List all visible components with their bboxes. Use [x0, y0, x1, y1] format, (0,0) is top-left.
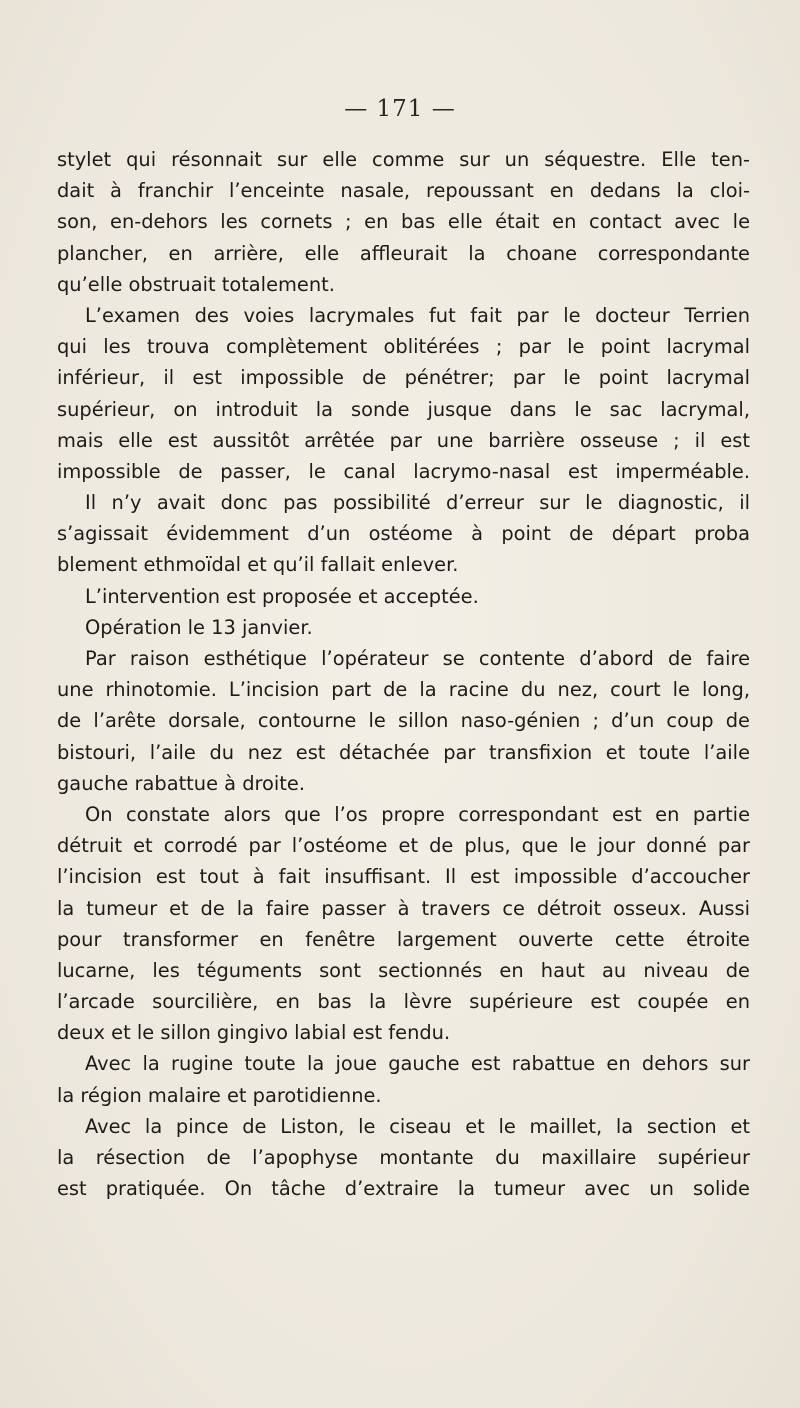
text-line: On constate alors que l’os propre correspondant est en partie	[85, 802, 750, 826]
text-line: Il n’y avait donc pas possibilité d’erreur sur le diagnostic, il	[85, 491, 750, 515]
text-line: l’incision est tout à fait insuffisant. Il est impossible d’accoucher	[57, 865, 750, 889]
text-line: gauche rabattue à droite.	[57, 771, 306, 795]
text-line: son, en-dehors les cornets ; en bas elle était en contact avec le	[57, 210, 750, 234]
text-line: deux et le sillon gingivo labial est fendu.	[57, 1021, 451, 1045]
text-line: une rhinotomie. L’incision part de la racine du nez, court le long,	[57, 678, 750, 702]
body-text	[57, 144, 750, 1204]
text-line: mais elle est aussitôt arrêtée par une barrière osseuse ; il est	[57, 428, 750, 452]
text-line: stylet qui résonnait sur elle comme sur un séquestre. Elle ten-	[57, 148, 750, 171]
text-line: pour transformer en fenêtre largement ouverte cette étroite	[57, 927, 750, 951]
text-line: Avec la rugine toute la joue gauche est rabattue en dehors sur	[85, 1052, 750, 1076]
text-line: est pratiquée. On tâche d’extraire la tumeur avec un solide	[57, 1177, 750, 1201]
text-line: Opération le 13 janvier.	[85, 615, 313, 639]
text-line: la région malaire et parotidienne.	[57, 1083, 382, 1107]
text-line: la résection de l’apophyse montante du maxillaire supérieur	[57, 1146, 750, 1169]
text-line: inférieur, il est impossible de pénétrer; par le point lacrymal	[57, 366, 750, 390]
text-line: la tumeur et de la faire passer à travers ce détroit osseux. Aussi	[57, 896, 750, 920]
text-line: Par raison esthétique l’opérateur se contente d’abord de faire	[85, 647, 750, 670]
text-line: lucarne, les téguments sont sectionnés en haut au niveau de	[57, 958, 750, 982]
text-line: l’arcade sourcilière, en bas la lèvre supérieure est coupée en	[57, 990, 750, 1014]
text-line: détruit et corrodé par l’ostéome et de plus, que le jour donné par	[57, 834, 750, 858]
text-line: L’intervention est proposée et acceptée.	[85, 584, 479, 608]
page-number: — 171 —	[344, 96, 456, 122]
text-line: impossible de passer, le canal lacrymo-nasal est imperméable.	[57, 459, 750, 483]
text-line: dait à franchir l’enceinte nasale, repoussant en dedans la cloi-	[57, 179, 750, 203]
text-line: de l’arête dorsale, contourne le sillon naso-génien ; d’un coup de	[57, 709, 750, 733]
text-line: Avec la pince de Liston, le ciseau et le maillet, la section et	[85, 1114, 750, 1138]
text-line: bistouri, l’aile du nez est détachée par transfixion et toute l’aile	[57, 740, 750, 764]
text-line: qu’elle obstruait totalement.	[57, 272, 335, 296]
text-line: s’agissait évidemment d’un ostéome à point de départ proba	[57, 522, 750, 546]
text-line: L’examen des voies lacrymales fut fait par le docteur Terrien	[85, 303, 750, 327]
text-line: qui les trouva complètement oblitérées ; par le point lacrymal	[57, 335, 750, 359]
text-line: blement ethmoïdal et qu’il fallait enlever.	[57, 553, 459, 577]
text-line: supérieur, on introduit la sonde jusque dans le sac lacrymal,	[57, 397, 750, 421]
text-line: plancher, en arrière, elle affleurait la choane correspondante	[57, 241, 750, 265]
